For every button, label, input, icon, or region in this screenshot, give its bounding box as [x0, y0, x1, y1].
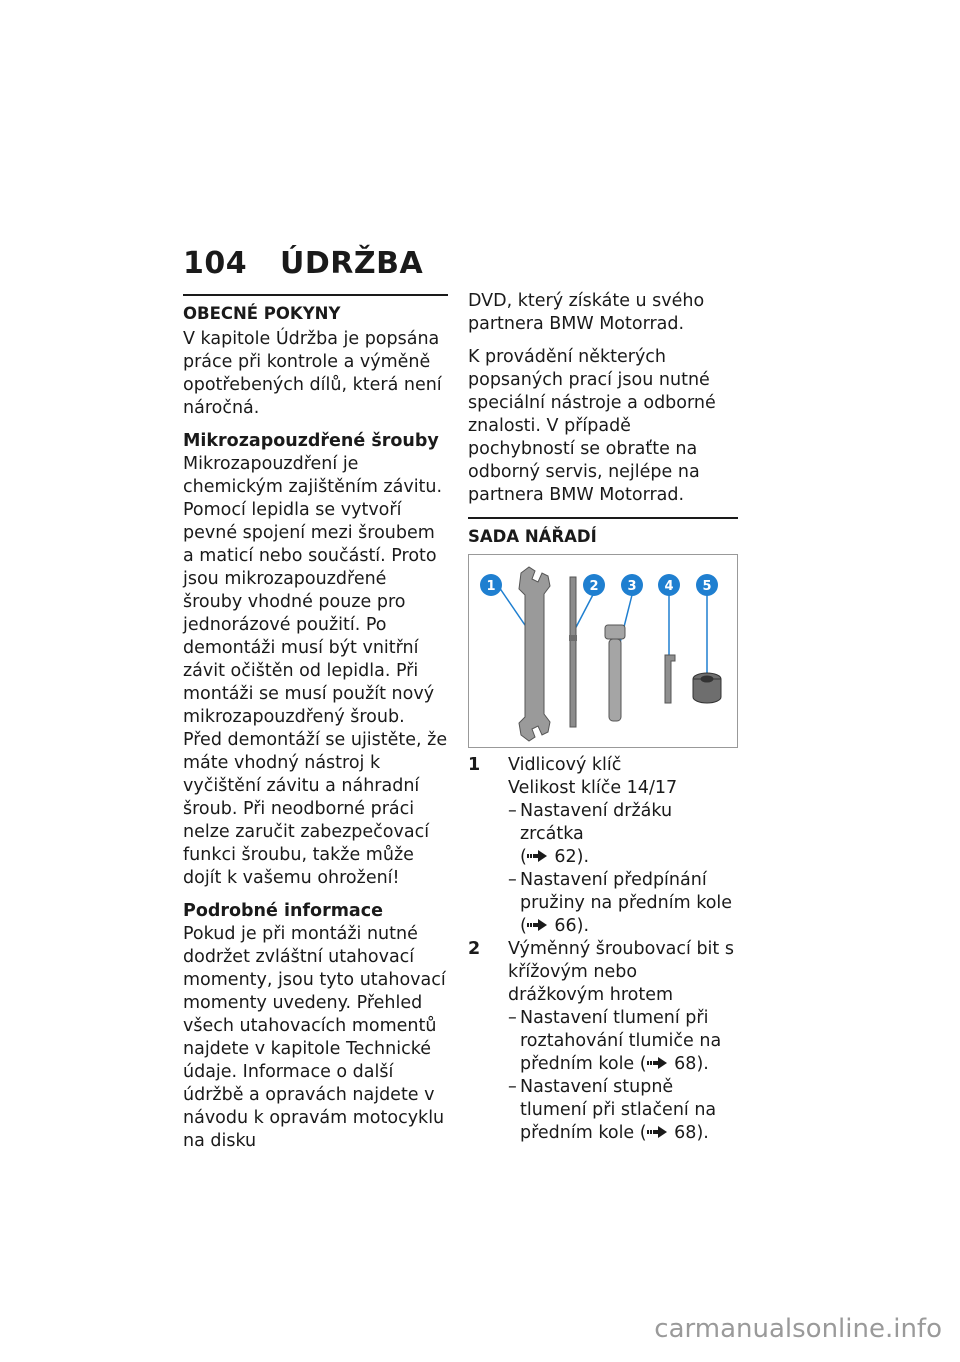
tool-item-1	[468, 754, 738, 938]
page-header	[183, 246, 423, 281]
section-title-general: OBECNÉ POKYNY	[183, 304, 341, 323]
item-line: Vidlicový klíč	[508, 755, 622, 775]
item-body	[508, 938, 738, 1145]
figure-label: 2	[589, 579, 599, 594]
chapter-title: ÚDRŽBA	[280, 246, 424, 281]
toolkit-illustration	[469, 555, 737, 747]
page-ref-arrow-icon[interactable]	[647, 1125, 669, 1139]
continued-paragraph: DVD, který získáte u svého partnera BMW Motorrad.	[468, 291, 705, 334]
page-ref-arrow-icon[interactable]	[527, 849, 549, 863]
sub-item-text: Nastavení tlumení při roztahování tlumiče na předním kole	[520, 1008, 722, 1074]
watermark: carmanualsonline.info	[654, 1314, 942, 1344]
toolkit-figure	[468, 554, 738, 748]
sub-item: – Nastavení držáku zrcátka ( 62).	[508, 801, 673, 867]
dash-mark: –	[508, 1077, 517, 1097]
page-number: 104	[183, 246, 248, 281]
figure-label: 1	[486, 579, 496, 594]
page-ref[interactable]: 66).	[554, 916, 590, 936]
item-line: Velikost klíče 14/17	[508, 778, 678, 798]
sub-item: – Nastavení tlumení při roztahování tlumiče na předním kole ( 68).	[508, 1008, 722, 1074]
tool-item-2	[468, 938, 738, 1145]
item-number: 2	[468, 939, 481, 959]
section-title-toolkit: SADA NÁŘADÍ	[468, 527, 597, 546]
sub-item-text: Nastavení předpínání pružiny na předním kole	[520, 870, 733, 913]
item-body	[508, 754, 738, 938]
left-column	[183, 294, 448, 1163]
page-ref[interactable]: 68).	[674, 1054, 709, 1074]
item-line: Výměnný šroubovací bit s křížovým nebo drážkovým hrotem	[508, 939, 734, 1005]
right-column	[468, 290, 738, 1145]
page-ref[interactable]: 62).	[554, 847, 590, 867]
page-ref-arrow-icon[interactable]	[647, 1056, 669, 1070]
detail-title: Podrobné informace	[183, 901, 383, 921]
figure-label: 3	[627, 579, 637, 594]
sub-item-text: Nastavení držáku zrcátka	[520, 801, 673, 844]
detail-paragraph: Pokud je při montáži nutné dodržet zvláštní utahovací momenty, jsou tyto utahovací momenty uvedeny. Přehled všech utahovacích momentů najdete v kapitole Technické údaje. Informace o další údržbě a opravách najdete v návodu k opravám motocyklu na disku	[183, 924, 446, 1151]
figure-label: 4	[664, 579, 674, 594]
sub-item-text: Nastavení stupně tlumení při stlačení na předním kole	[520, 1077, 717, 1143]
micro-title: Mikrozapouzdřené šrouby	[183, 431, 439, 451]
special-tools-paragraph: K provádění některých popsaných prací jsou nutné speciální nástroje a odborné znalosti. V případě pochybností se obraťte na odborný servis, nejlépe na partnera BMW Motorrad.	[468, 347, 716, 505]
page-ref[interactable]: 68).	[674, 1123, 709, 1143]
sub-item: – Nastavení stupně tlumení při stlačení na předním kole ( 68).	[508, 1077, 717, 1143]
dash-mark: –	[508, 1008, 517, 1028]
sub-item: – Nastavení předpínání pružiny na předním kole ( 66).	[508, 870, 733, 936]
micro-paragraph: Mikrozapouzdření je chemickým zajištěním závitu. Pomocí lepidla se vytvoří pevné spojení mezi šroubem a maticí nebo součástí. Proto jsou mikrozapouzdřené šrouby vhodné pouze pro jednorázové použití. Po demontáži musí být vnitřní závit očištěn od lepidla. Při montáži se musí použít nový mikrozapouzdřený šroub. Před demontáží se ujistěte, že máte vhodný nástroj k vyčištění závitu a náhradní šroub. Při neodborné práci nelze zaručit zabezpečovací funkci šroubu, takže může dojít k vašemu ohrožení!	[183, 454, 448, 888]
dash-mark: –	[508, 801, 517, 821]
item-number: 1	[468, 755, 481, 775]
page-ref-arrow-icon[interactable]	[527, 918, 549, 932]
figure-label: 5	[702, 579, 712, 594]
dash-mark: –	[508, 870, 517, 890]
intro-paragraph: V kapitole Údržba je popsána práce při kontrole a výměně opotřebených dílů, která není náročná.	[183, 329, 442, 418]
section-rule	[468, 517, 738, 519]
section-rule	[183, 294, 448, 296]
